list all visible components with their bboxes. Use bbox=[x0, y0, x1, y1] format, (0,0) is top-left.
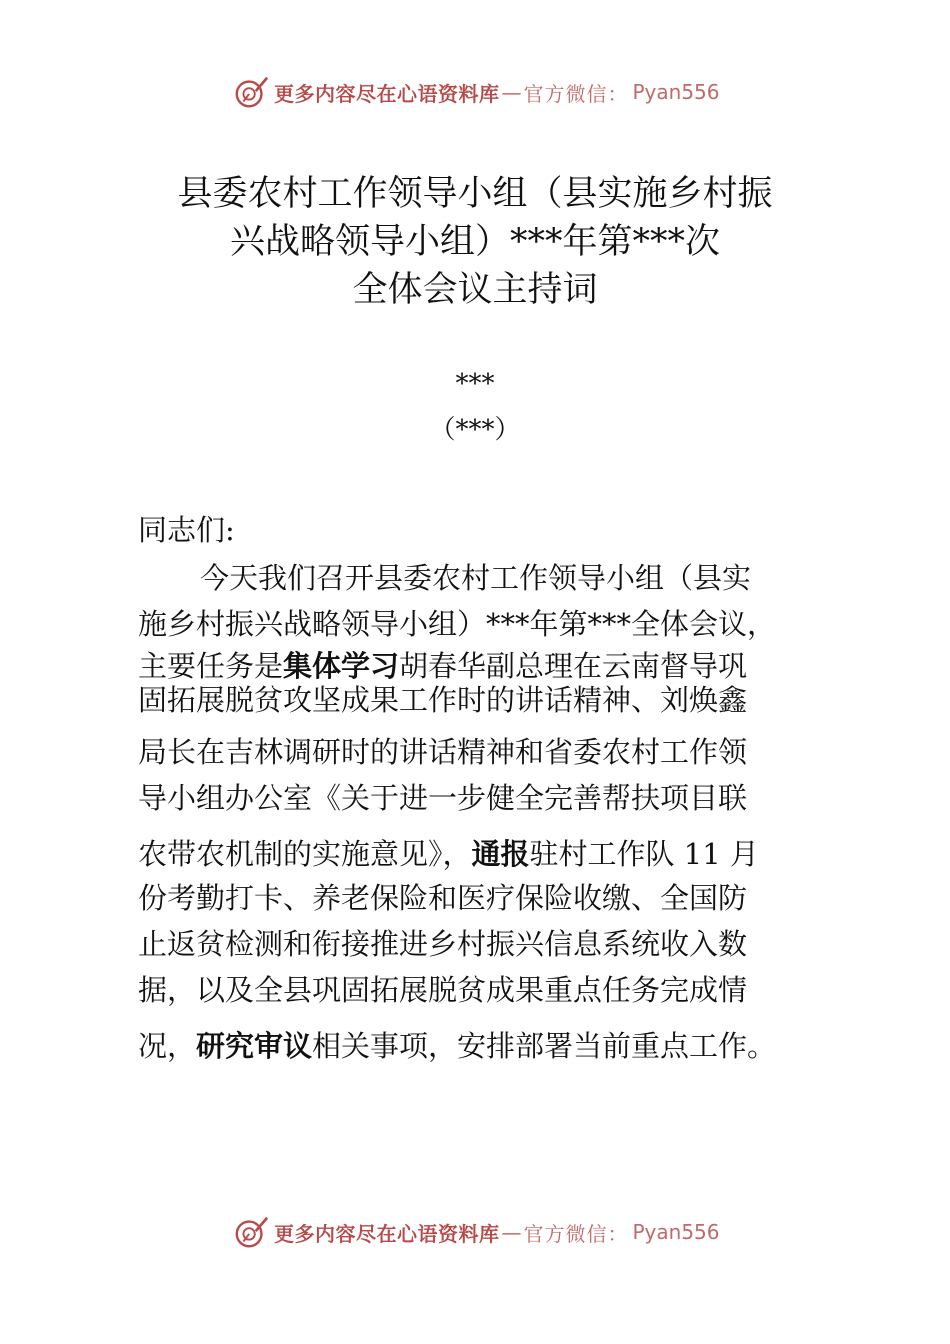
title-line-3: 全体会议主持词 bbox=[352, 270, 598, 310]
pen-logo-icon bbox=[232, 73, 270, 111]
paragraph-line-7 bbox=[138, 832, 759, 873]
watermark-dash: — bbox=[501, 80, 522, 104]
title-line-2: 兴战略领导小组）***年第***次 bbox=[229, 222, 720, 262]
emphasis-notify: 通报 bbox=[471, 837, 530, 871]
title-line-1: 县委农村工作领导小组（县实施乡村振 bbox=[177, 174, 773, 214]
watermark-site-text: 更多内容尽在心语资料库 bbox=[274, 1221, 500, 1246]
text-segment: 相关事项，安排部署当前重点工作。 bbox=[312, 1029, 777, 1063]
watermark-dash: — bbox=[501, 1220, 522, 1244]
paragraph-line-9: 止返贫检测和衔接推进乡村振兴信息系统收入数 bbox=[138, 927, 748, 961]
watermark-wechat-label: 官方微信： bbox=[523, 1221, 629, 1246]
header-watermark bbox=[232, 72, 752, 112]
watermark-wechat-label: 官方微信： bbox=[523, 81, 629, 106]
paragraph-line-1: 今天我们召开县委农村工作领导小组（县实 bbox=[200, 561, 752, 595]
text-segment: 驻村工作队 11 月 bbox=[529, 837, 759, 871]
paragraph-line-2: 施乡村振兴战略领导小组）***年第***全体会议， bbox=[138, 607, 777, 641]
watermark-wechat-id: Pyan556 bbox=[632, 80, 720, 104]
text-segment: 农带农机制的实施意见》， bbox=[138, 837, 472, 871]
text-segment: 况， bbox=[138, 1029, 197, 1063]
paragraph-line-8: 份考勤打卡、养老保险和医疗保险收缴、全国防 bbox=[138, 881, 748, 915]
text-segment: 胡春华副总理在云南督导巩 bbox=[399, 649, 748, 683]
watermark-site-text: 更多内容尽在心语资料库 bbox=[274, 81, 500, 106]
author: *** bbox=[455, 369, 495, 399]
paragraph-line-4: 固拓展脱贫攻坚成果工作时的讲话精神、刘焕鑫 bbox=[138, 683, 748, 717]
salutation: 同志们: bbox=[138, 513, 235, 547]
watermark-wechat-id: Pyan556 bbox=[632, 1220, 720, 1244]
paragraph-line-11 bbox=[138, 1024, 776, 1065]
paragraph-line-6: 导小组办公室《关于进一步健全完善帮扶项目联 bbox=[138, 781, 748, 815]
date: （***） bbox=[429, 415, 521, 445]
emphasis-review: 研究审议 bbox=[196, 1029, 313, 1063]
text-segment: 主要任务是 bbox=[138, 649, 284, 683]
pen-logo-icon bbox=[232, 1213, 270, 1251]
paragraph-line-5: 局长在吉林调研时的讲话精神和省委农村工作领 bbox=[138, 735, 748, 769]
paragraph-line-10: 据，以及全县巩固拓展脱贫成果重点任务完成情 bbox=[138, 973, 748, 1007]
document-title bbox=[0, 170, 950, 314]
footer-watermark bbox=[232, 1212, 752, 1252]
emphasis-collective-study: 集体学习 bbox=[283, 649, 400, 683]
